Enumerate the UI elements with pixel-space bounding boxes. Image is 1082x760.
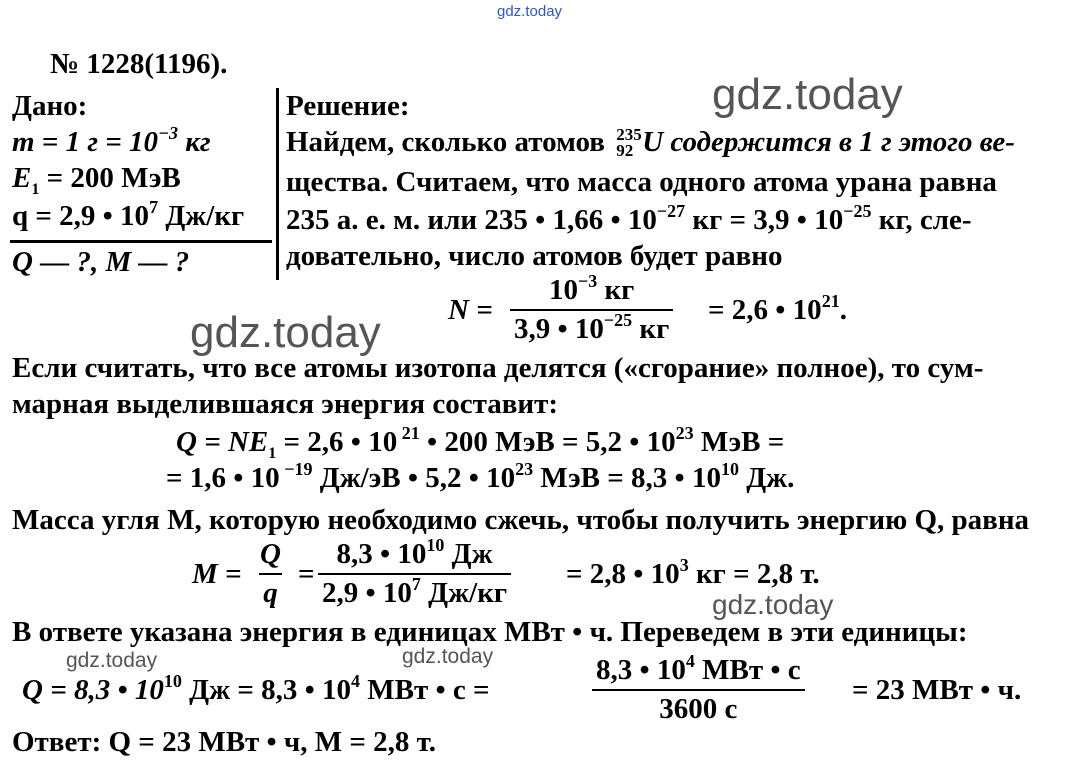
- energy-equation-2: = 1,6 • 10 $^{-19}$ Дж/эВ • 5,2 • $10^{23}$ МэВ = 8,3 • $10^{10}$ Дж.: [166, 459, 795, 494]
- problem-number: № 1228(1196).: [50, 48, 228, 80]
- given-energy: $E_1 = 200$ МэВ: [12, 162, 181, 198]
- conversion-fraction: 8,3 • $10^4$ МВт • с 3600 с: [592, 656, 805, 724]
- watermark: gdz.today: [402, 645, 494, 668]
- find-line: Q — ?, M — ?: [12, 246, 190, 278]
- given-vertical-divider: [276, 88, 279, 280]
- energy-equation-1: $Q = NE_1 = 2,6$ • 10 $^{21}$ • 200 МэВ = 5,2 • $10^{23}$ МэВ =: [176, 423, 785, 462]
- conversion-equation: Q = 8,3 • $10^{10}$ Дж = 8,3 • $10^4$ МВт • с =: [22, 671, 490, 706]
- given-label: Дано:: [12, 90, 88, 122]
- m-fraction: 8,3 • $10^{10}$ Дж 2,9 • $10^7$ Дж/кг: [318, 540, 511, 608]
- solution-line-1: Найдем, сколько атомов 235 92 U содержится в 1 г этого ве-: [286, 125, 1015, 160]
- conversion-result: = 23 МВт • ч.: [852, 674, 1022, 706]
- watermark: gdz.today: [712, 70, 903, 119]
- watermark: gdz.today: [66, 649, 158, 672]
- solution-line-3: 235 а. е. м. или 235 • 1,66 • $10^{-27}$ кг = 3,9 • $10^{-25}$ кг, сле-: [286, 201, 972, 236]
- n-result: = 2,6 • $10^{21}$.: [708, 291, 847, 326]
- solution-label: Решение:: [286, 90, 410, 122]
- n-label: N =: [448, 294, 493, 326]
- watermark: gdz.today: [712, 589, 834, 620]
- m-symbolic-fraction: $\frac{Q}{q}$: [260, 538, 281, 609]
- given-heat: q = 2,9 • $10^7$ Дж/кг: [12, 197, 245, 232]
- watermark: gdz.today: [190, 308, 381, 357]
- answer-line: Ответ: Q = 23 МВт • ч, M = 2,8 т.: [12, 726, 436, 758]
- m-label: M =: [192, 558, 242, 590]
- solution-line-4: довательно, число атомов будет равно: [286, 240, 783, 272]
- solution-line-8: В ответе указана энергия в единицах МВт • ч. Переведем в эти единицы:: [12, 616, 968, 648]
- n-fraction: $10^{-3}$ кг 3,9 • $10^{-25}$ кг: [510, 276, 673, 344]
- m-equals: =: [298, 558, 315, 590]
- solution-line-2: щества. Считаем, что масса одного атома урана равна: [286, 166, 997, 198]
- watermark-top: gdz.today: [497, 3, 563, 20]
- given-mass: m = 1 $г = 10^{-3}$ кг: [12, 123, 211, 158]
- solution-line-5: Если считать, что все атомы изотопа делятся («сгорание» полное), то сум-: [12, 352, 984, 384]
- solution-line-7: Масса угля M, которую необходимо сжечь, чтобы получить энергию Q, равна: [12, 504, 1030, 536]
- m-result: = 2,8 • $10^3$ кг = 2,8 т.: [566, 555, 820, 590]
- solution-line-6: марная выделившаяся энергия составит:: [12, 388, 558, 420]
- given-divider: [10, 240, 272, 243]
